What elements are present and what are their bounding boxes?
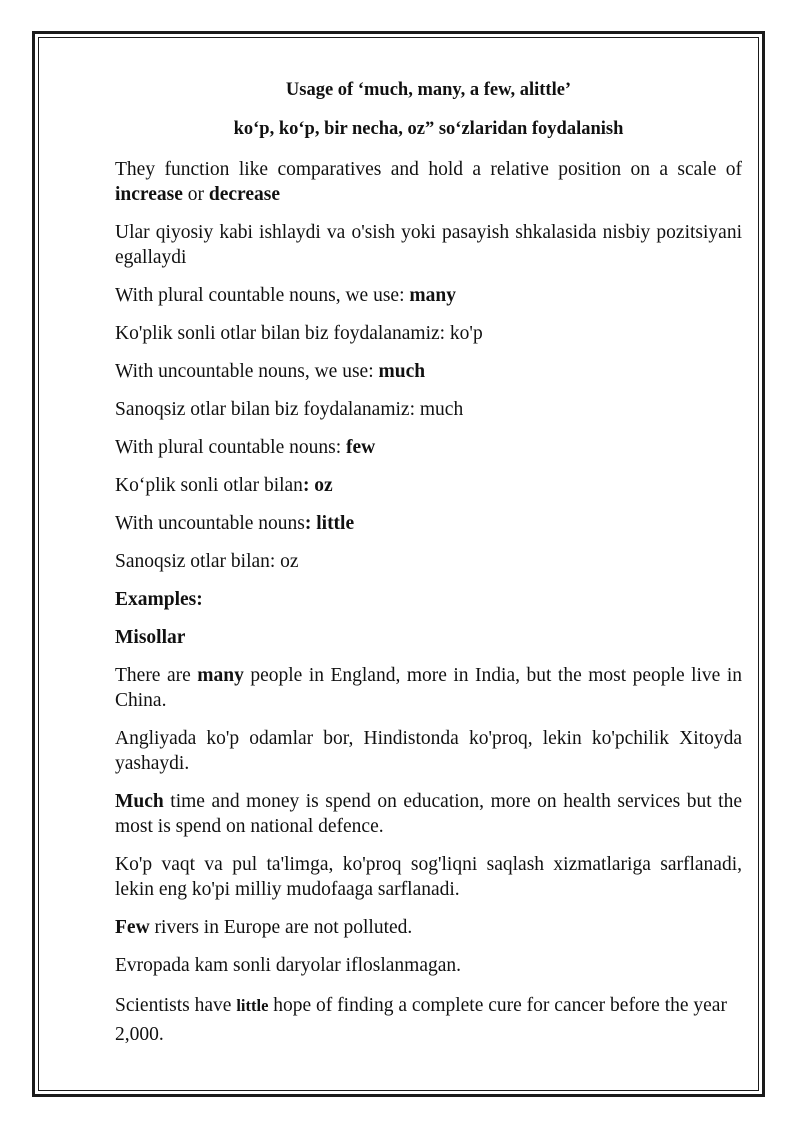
- rule-few-uz: Ko‘plik sonli otlar bilan: oz: [115, 475, 333, 496]
- paragraph-intro-uz: Ular qiyosiy kabi ishlaydi va o'sish yoki pasayish shkalasida nisbiy pozitsiyani egallaydi: [115, 222, 742, 268]
- document-title: Usage of ‘much, many, a few, alittle’: [285, 80, 572, 100]
- rule-many-uz: Ko'plik sonli otlar bilan biz foydalanamiz: ko'p: [115, 323, 483, 344]
- rule-much-uz: Sanoqsiz otlar bilan biz foydalanamiz: much: [115, 399, 464, 420]
- document-body: [115, 78, 742, 1062]
- example-little: Scientists have little hope of finding a complete cure for cancer before the year 2,000.: [115, 995, 727, 1045]
- rule-little: With uncountable nouns: little: [115, 513, 355, 534]
- example-much-uz: Ko'p vaqt va pul ta'limga, ko'proq sog'liqni saqlash xizmatlariga sarflanadi, lekin eng ko'pi milliy mudofaaga sarflanadi.: [115, 854, 742, 900]
- document-subtitle: ko‘p, ko‘p, bir necha, oz” so‘zlaridan foydalanish: [233, 119, 624, 139]
- example-few-uz: Evropada kam sonli daryolar ifloslanmagan.: [115, 955, 462, 976]
- example-few: Few rivers in Europe are not polluted.: [115, 917, 413, 938]
- rule-many: With plural countable nouns, we use: many: [115, 285, 456, 306]
- examples-heading: Examples:: [115, 589, 203, 610]
- example-many-uz: Angliyada ko'p odamlar bor, Hindistonda ko'proq, lekin ko'pchilik Xitoyda yashaydi.: [115, 728, 742, 774]
- rule-little-uz: Sanoqsiz otlar bilan: oz: [115, 551, 299, 572]
- paragraph-intro: They function like comparatives and hold a relative position on a scale of increase or decrease: [115, 159, 742, 205]
- rule-few: With plural countable nouns: few: [115, 437, 376, 458]
- example-much: Much time and money is spend on education, more on health services but the most is spend on national defence.: [115, 791, 742, 837]
- example-many: There are many people in England, more in India, but the most people live in China.: [115, 665, 742, 711]
- rule-much: With uncountable nouns, we use: much: [115, 361, 426, 382]
- misollar-heading: Misollar: [115, 627, 186, 648]
